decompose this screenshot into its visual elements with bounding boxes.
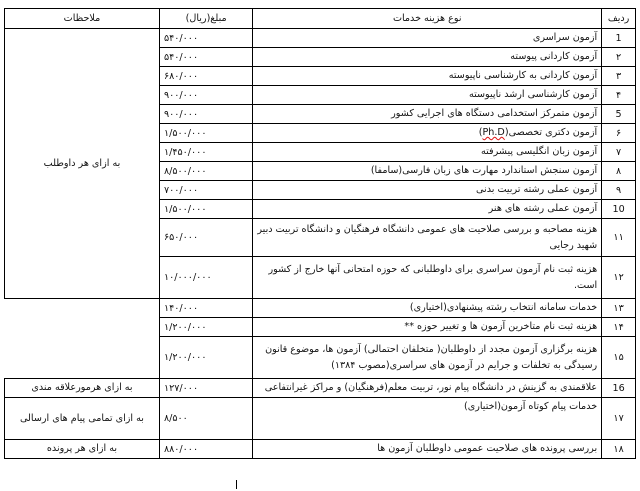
note-per-sms: به ازای تمامی پیام های ارسالی [5, 398, 160, 440]
table-row [5, 337, 636, 379]
row-number: ۶ [602, 124, 636, 143]
table-row [5, 398, 636, 440]
amount: ۵۴۰/۰۰۰ [159, 29, 252, 48]
amount: ۱/۵۰۰/۰۰۰ [159, 124, 252, 143]
row-number: ۴ [602, 86, 636, 105]
row-number: ۱۵ [602, 337, 636, 379]
row-number: ۱۴ [602, 318, 636, 337]
header-row-number: ردیف [602, 9, 636, 29]
note-per-applicant: به ازای هرمورعلاقه مندی [5, 379, 160, 398]
service-type: آزمون کارشناسی ارشد ناپیوسته [253, 86, 602, 105]
amount: ۱/۲۰۰/۰۰۰ [159, 337, 252, 379]
amount: ۸۸۰/۰۰۰ [159, 440, 252, 459]
amount: ۱۰/۰۰۰/۰۰۰ [159, 257, 252, 299]
amount: ۵۴۰/۰۰۰ [159, 48, 252, 67]
service-type: علاقمندی به گزینش در دانشگاه پیام نور، تربیت معلم(فرهنگیان) و مراکز غیرانتفاعی [253, 379, 602, 398]
service-type: خدمات سامانه انتخاب رشته پیشنهادی(اختیاری) [253, 299, 602, 318]
service-type-prefix: آزمون دکتری تخصصی( [504, 127, 598, 138]
row-number: ۲ [602, 48, 636, 67]
row-number: 10 [602, 200, 636, 219]
row-number: ۸ [602, 162, 636, 181]
service-type: خدمات پیام کوتاه آزمون(اختیاری) [253, 398, 602, 440]
row-number: 5 [602, 105, 636, 124]
amount: ۱۴۰/۰۰۰ [159, 299, 252, 318]
table-row [5, 440, 636, 459]
row-number: ۱۳ [602, 299, 636, 318]
service-type: هزینه ثبت نام متاخرین آزمون ها و تغییر حوزه ** [253, 318, 602, 337]
amount: ۸/۵۰۰/۰۰۰ [159, 162, 252, 181]
service-type: هزینه برگزاری آزمون مجدد از داوطلبان( متخلفان احتمالی) آزمون ها، موضوع قانون رسیدگی به تخلفات و جرایم در آزمون های سراسری(مصوب ۱۳۸۴) [253, 337, 602, 379]
amount: ۱/۴۵۰/۰۰۰ [159, 143, 252, 162]
service-type: آزمون کاردانی پیوسته [253, 48, 602, 67]
service-type: بررسی پرونده های صلاحیت عمومی داوطلبان آزمون ها [253, 440, 602, 459]
note-per-candidate: به ازای هر داوطلب [5, 29, 160, 299]
row-number: ۱۱ [602, 219, 636, 257]
service-type: آزمون عملی رشته های هنر [253, 200, 602, 219]
row-number: ۳ [602, 67, 636, 86]
table-row [5, 318, 636, 337]
amount: ۸/۵۰۰ [159, 398, 252, 440]
header-service-type: نوع هزینه خدمات [253, 9, 602, 29]
row-number: ۱۲ [602, 257, 636, 299]
row-number: ۱۷ [602, 398, 636, 440]
table-row [5, 29, 636, 48]
service-type: هزینه مصاحبه و بررسی صلاحیت های عمومی دانشگاه فرهنگیان و دانشگاه تربیت دبیر شهید رجایی [253, 219, 602, 257]
table-row [5, 299, 636, 318]
amount: ۷۰۰/۰۰۰ [159, 181, 252, 200]
phd-term: Ph.D [482, 127, 505, 138]
table-row [5, 379, 636, 398]
row-number: ۹ [602, 181, 636, 200]
amount: ۱/۵۰۰/۰۰۰ [159, 200, 252, 219]
page-marker-line [236, 480, 237, 489]
service-type: آزمون کاردانی به کارشناسی ناپیوسته [253, 67, 602, 86]
service-fees-table [4, 8, 636, 459]
row-number: 1 [602, 29, 636, 48]
amount: ۶۸۰/۰۰۰ [159, 67, 252, 86]
amount: ۱۲۷/۰۰۰ [159, 379, 252, 398]
service-type: آزمون متمرکز استخدامی دستگاه های اجرایی کشور [253, 105, 602, 124]
row-number: 16 [602, 379, 636, 398]
row-number: ۷ [602, 143, 636, 162]
service-type-suffix: ) [478, 127, 483, 138]
service-type: آزمون عملی رشته تربیت بدنی [253, 181, 602, 200]
amount: ۹۰۰/۰۰۰ [159, 86, 252, 105]
header-notes: ملاحظات [5, 9, 160, 29]
header-amount: مبلغ(ریال) [159, 9, 252, 29]
row-number: ۱۸ [602, 440, 636, 459]
service-type [253, 124, 602, 143]
service-type: آزمون سنجش استاندارد مهارت های زبان فارسی(سامفا) [253, 162, 602, 181]
service-type: هزینه ثبت نام آزمون سراسری برای داوطلبانی که حوزه امتحانی آنها خارج از کشور است. [253, 257, 602, 299]
amount: ۹۰۰/۰۰۰ [159, 105, 252, 124]
note-per-file: به ازای هر پرونده [5, 440, 160, 459]
service-type: آزمون سراسری [253, 29, 602, 48]
amount: ۱/۲۰۰/۰۰۰ [159, 318, 252, 337]
table-header-row [5, 9, 636, 29]
amount: ۶۵۰/۰۰۰ [159, 219, 252, 257]
service-type: آزمون زبان انگلیسی پیشرفته [253, 143, 602, 162]
